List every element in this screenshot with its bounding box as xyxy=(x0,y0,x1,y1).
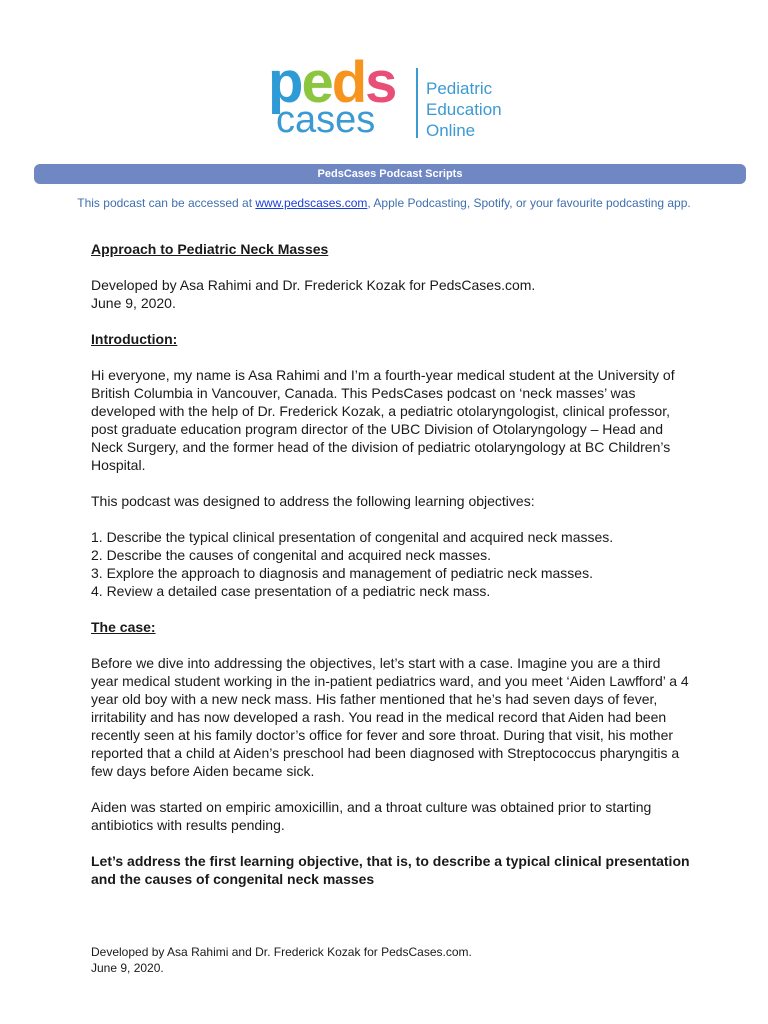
logo-tagline xyxy=(426,78,502,141)
document-body xyxy=(91,240,691,888)
logo-letter-p: p xyxy=(268,50,302,115)
logo-letter-d: d xyxy=(331,50,366,115)
document-date: June 9, 2020. xyxy=(91,295,176,311)
section-heading-introduction: Introduction: xyxy=(91,331,178,347)
page-footer xyxy=(91,944,691,976)
section-heading-case: The case: xyxy=(91,619,156,635)
document-title: Approach to Pediatric Neck Masses xyxy=(91,241,329,257)
pedscases-logo xyxy=(268,50,508,144)
objective-item: 2. Describe the causes of congenital and acquired neck masses. xyxy=(91,547,492,563)
objective-item: 4. Review a detailed case presentation of a pediatric neck mass. xyxy=(91,583,491,599)
pedscases-link[interactable]: www.pedscases.com xyxy=(255,196,368,210)
access-prefix: This podcast can be accessed at xyxy=(77,196,256,210)
access-suffix: , Apple Podcasting, Spotify, or your favourite podcasting app. xyxy=(367,196,691,210)
case-paragraph: Before we dive into addressing the objectives, let’s start with a case. Imagine you are a third year medical student working in the in-patient pediatrics ward, and you meet ‘Aiden Lawfford’ a 4 year old boy with a new neck mass. His father mentioned that he’s had seven days of fever, irritability and has now developed a rash. You read in the medical record that Aiden had been recently seen at his family doctor’s office for fever and sore throat. During that visit, his mother reported that a child at Aiden’s preschool had been diagnosed with Streptococcus pharyngitis a few days before Aiden became sick. xyxy=(91,655,689,779)
objective-callout: Let’s address the first learning objective, that is, to describe a typical clinical presentation and the causes of congenital neck masses xyxy=(91,853,690,887)
logo-tagline-line: Pediatric xyxy=(426,79,493,98)
logo-letter-e: e xyxy=(301,50,332,115)
logo-letter-s: s xyxy=(365,50,396,115)
logo-tagline-line: Education xyxy=(426,100,502,119)
objective-item: 3. Explore the approach to diagnosis and management of pediatric neck masses. xyxy=(91,565,593,581)
objective-item: 1. Describe the typical clinical presentation of congenital and acquired neck masses. xyxy=(91,529,614,545)
access-line xyxy=(0,196,768,210)
header-banner: PedsCases Podcast Scripts xyxy=(34,164,746,184)
developed-by: Developed by Asa Rahimi and Dr. Frederick Kozak for PedsCases.com. xyxy=(91,277,536,293)
case-paragraph: Aiden was started on empiric amoxicillin, and a throat culture was obtained prior to starting antibiotics with results pending. xyxy=(91,799,652,833)
intro-paragraph: Hi everyone, my name is Asa Rahimi and I’m a fourth-year medical student at the University of British Columbia in Vancouver, Canada. This PedsCases podcast on ‘neck masses’ was developed with the help of Dr. Frederick Kozak, a pediatric otolaryngologist, clinical professor, post graduate education program director of the UBC Division of Otolaryngology – Head and Neck Surgery, and the former head of the division of pediatric otolaryngology at BC Children’s Hospital. xyxy=(91,367,675,473)
logo-tagline-line: Online xyxy=(426,121,476,140)
footer-developed-by: Developed by Asa Rahimi and Dr. Frederick Kozak for PedsCases.com. xyxy=(91,945,472,959)
objectives-intro: This podcast was designed to address the following learning objectives: xyxy=(91,493,535,509)
logo-cases-wordmark: cases xyxy=(276,99,376,141)
logo-divider xyxy=(416,68,418,138)
footer-date: June 9, 2020. xyxy=(91,961,164,975)
